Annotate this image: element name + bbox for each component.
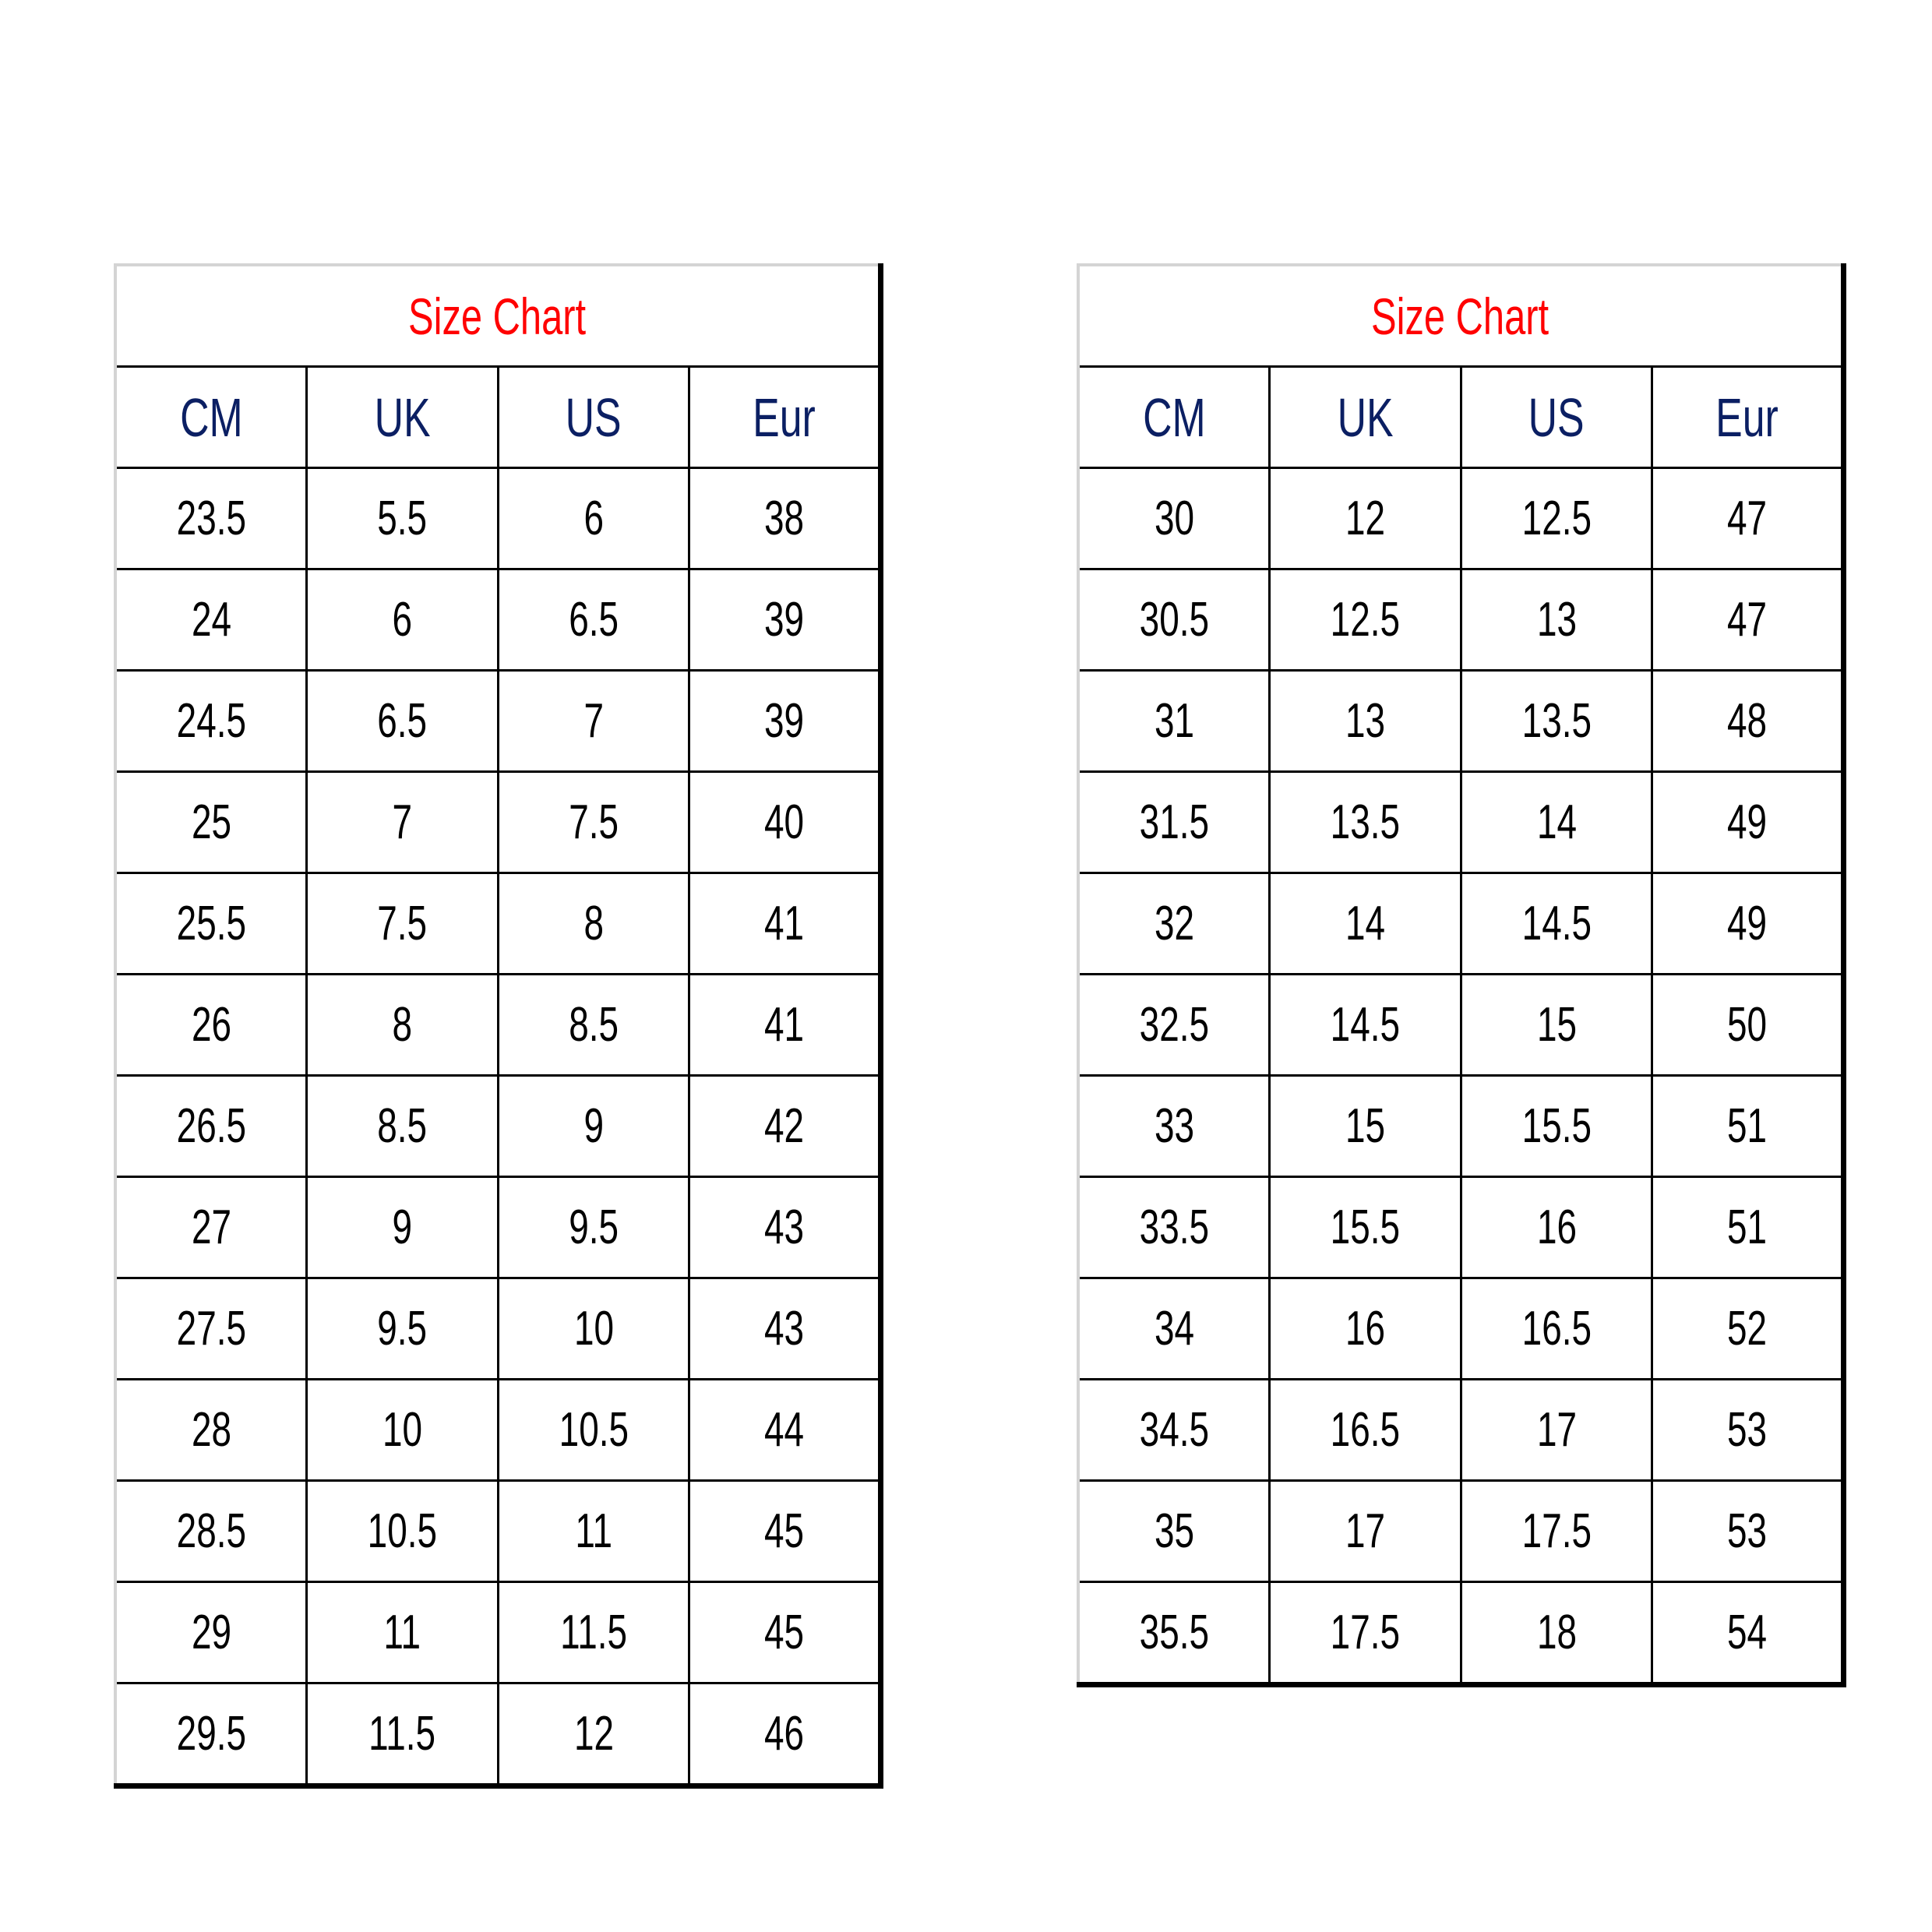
table-row bbox=[115, 1683, 881, 1786]
table-cell bbox=[498, 1582, 689, 1683]
table-cell bbox=[1652, 1481, 1844, 1582]
cell-value: 24 bbox=[191, 592, 231, 647]
cell-value: 25.5 bbox=[176, 896, 246, 950]
table-cell bbox=[307, 1582, 499, 1683]
cell-value: 32.5 bbox=[1139, 997, 1209, 1052]
cell-value: 11.5 bbox=[368, 1706, 436, 1761]
table-cell bbox=[689, 772, 881, 873]
cell-value: 9 bbox=[583, 1098, 604, 1153]
cell-value: 7.5 bbox=[377, 896, 428, 950]
table-cell bbox=[689, 1683, 881, 1786]
table-cell bbox=[115, 1582, 307, 1683]
title-row bbox=[115, 265, 881, 367]
table-cell bbox=[1270, 1582, 1461, 1685]
column-header-text: UK bbox=[374, 386, 431, 448]
table-cell bbox=[1270, 468, 1461, 569]
table-cell bbox=[115, 1380, 307, 1481]
table-cell bbox=[498, 1380, 689, 1481]
table-row bbox=[1078, 1481, 1844, 1582]
cell-value: 27.5 bbox=[176, 1301, 246, 1356]
cell-value: 8.5 bbox=[377, 1098, 428, 1153]
table-cell bbox=[115, 975, 307, 1076]
cell-value: 47 bbox=[1727, 491, 1768, 545]
cell-value: 43 bbox=[764, 1301, 805, 1356]
table-cell bbox=[1078, 468, 1270, 569]
table-cell bbox=[1270, 1278, 1461, 1380]
table-cell bbox=[689, 1076, 881, 1177]
column-header bbox=[1461, 367, 1652, 468]
table-row bbox=[115, 873, 881, 975]
table-cell bbox=[498, 468, 689, 569]
cell-value: 8 bbox=[392, 997, 413, 1052]
size-chart-table-left bbox=[114, 263, 883, 1789]
cell-value: 31 bbox=[1154, 693, 1194, 748]
cell-value: 15 bbox=[1345, 1098, 1385, 1153]
table-cell bbox=[1078, 569, 1270, 671]
table-cell bbox=[115, 1278, 307, 1380]
table-cell bbox=[1652, 1380, 1844, 1481]
table-cell bbox=[1078, 1076, 1270, 1177]
table-cell bbox=[689, 1582, 881, 1683]
table-cell bbox=[307, 1177, 499, 1278]
cell-value: 33 bbox=[1154, 1098, 1194, 1153]
table-row bbox=[115, 1380, 881, 1481]
cell-value: 48 bbox=[1727, 693, 1768, 748]
table-cell bbox=[115, 1481, 307, 1582]
cell-value: 16 bbox=[1345, 1301, 1385, 1356]
size-chart-title bbox=[1078, 265, 1844, 367]
cell-value: 30 bbox=[1154, 491, 1194, 545]
cell-value: 23.5 bbox=[176, 491, 246, 545]
cell-value: 15.5 bbox=[1330, 1200, 1401, 1254]
table-cell bbox=[1461, 1076, 1652, 1177]
table-cell bbox=[498, 1278, 689, 1380]
table-cell bbox=[1461, 468, 1652, 569]
cell-value: 33.5 bbox=[1139, 1200, 1209, 1254]
table-cell bbox=[498, 1076, 689, 1177]
table-row bbox=[115, 1582, 881, 1683]
cell-value: 9.5 bbox=[569, 1200, 619, 1254]
table-cell bbox=[307, 873, 499, 975]
table-row bbox=[115, 1177, 881, 1278]
table-row bbox=[115, 1481, 881, 1582]
column-header bbox=[307, 367, 499, 468]
table-cell bbox=[1078, 1582, 1270, 1685]
table-row bbox=[1078, 1380, 1844, 1481]
table-row bbox=[1078, 671, 1844, 772]
cell-value: 30.5 bbox=[1139, 592, 1209, 647]
table-cell bbox=[307, 1683, 499, 1786]
table-cell bbox=[1461, 1481, 1652, 1582]
cell-value: 15.5 bbox=[1521, 1098, 1592, 1153]
table-cell bbox=[307, 975, 499, 1076]
cell-value: 43 bbox=[764, 1200, 805, 1254]
cell-value: 51 bbox=[1727, 1200, 1768, 1254]
table-row bbox=[1078, 873, 1844, 975]
table-cell bbox=[498, 671, 689, 772]
table-cell bbox=[1078, 1481, 1270, 1582]
cell-value: 16.5 bbox=[1521, 1301, 1592, 1356]
cell-value: 12 bbox=[573, 1706, 614, 1761]
cell-value: 17.5 bbox=[1521, 1504, 1592, 1558]
cell-value: 46 bbox=[764, 1706, 805, 1761]
table-row bbox=[115, 1278, 881, 1380]
cell-value: 41 bbox=[764, 997, 805, 1052]
cell-value: 9.5 bbox=[377, 1301, 428, 1356]
cell-value: 6.5 bbox=[377, 693, 428, 748]
table-cell bbox=[498, 1481, 689, 1582]
table-cell bbox=[498, 772, 689, 873]
table-cell bbox=[1652, 873, 1844, 975]
cell-value: 40 bbox=[764, 795, 805, 849]
title-text: Size Chart bbox=[408, 287, 587, 345]
table-row bbox=[115, 671, 881, 772]
table-row bbox=[115, 772, 881, 873]
table-cell bbox=[689, 975, 881, 1076]
cell-value: 12.5 bbox=[1521, 491, 1592, 545]
table-cell bbox=[307, 468, 499, 569]
cell-value: 47 bbox=[1727, 592, 1768, 647]
table-cell bbox=[1652, 1177, 1844, 1278]
cell-value: 13.5 bbox=[1330, 795, 1401, 849]
cell-value: 6 bbox=[392, 592, 413, 647]
table-cell bbox=[689, 468, 881, 569]
column-header-text: US bbox=[1528, 386, 1585, 448]
table-row bbox=[1078, 1177, 1844, 1278]
cell-value: 13 bbox=[1345, 693, 1385, 748]
table-cell bbox=[115, 468, 307, 569]
cell-value: 13.5 bbox=[1521, 693, 1592, 748]
table-cell bbox=[498, 873, 689, 975]
cell-value: 10 bbox=[382, 1402, 422, 1457]
column-header-text: US bbox=[566, 386, 622, 448]
table-cell bbox=[115, 569, 307, 671]
table-cell bbox=[498, 1683, 689, 1786]
cell-value: 25 bbox=[191, 795, 231, 849]
cell-value: 9 bbox=[392, 1200, 413, 1254]
table-cell bbox=[1270, 873, 1461, 975]
table-cell bbox=[1652, 1278, 1844, 1380]
cell-value: 17.5 bbox=[1330, 1605, 1401, 1659]
table-cell bbox=[307, 1278, 499, 1380]
cell-value: 35.5 bbox=[1139, 1605, 1209, 1659]
table-cell bbox=[1652, 772, 1844, 873]
cell-value: 35 bbox=[1154, 1504, 1194, 1558]
cell-value: 6 bbox=[583, 491, 604, 545]
table-cell bbox=[307, 772, 499, 873]
table-cell bbox=[115, 1683, 307, 1786]
table-cell bbox=[115, 1177, 307, 1278]
cell-value: 17 bbox=[1345, 1504, 1385, 1558]
table-cell bbox=[1270, 1177, 1461, 1278]
column-header-text: Eur bbox=[1715, 386, 1779, 448]
column-header bbox=[115, 367, 307, 468]
cell-value: 5.5 bbox=[377, 491, 428, 545]
cell-value: 10.5 bbox=[367, 1504, 438, 1558]
table-cell bbox=[498, 569, 689, 671]
cell-value: 10 bbox=[573, 1301, 614, 1356]
table-cell bbox=[115, 1076, 307, 1177]
cell-value: 39 bbox=[764, 592, 805, 647]
column-header-text: CM bbox=[1142, 386, 1206, 448]
table-row bbox=[1078, 569, 1844, 671]
column-header bbox=[689, 367, 881, 468]
cell-value: 29 bbox=[191, 1605, 231, 1659]
cell-value: 24.5 bbox=[176, 693, 246, 748]
cell-value: 11 bbox=[575, 1504, 612, 1558]
table-cell bbox=[307, 1076, 499, 1177]
cell-value: 26.5 bbox=[176, 1098, 246, 1153]
cell-value: 34.5 bbox=[1139, 1402, 1209, 1457]
cell-value: 14.5 bbox=[1521, 896, 1592, 950]
table-cell bbox=[1078, 1380, 1270, 1481]
table-cell bbox=[1270, 671, 1461, 772]
column-header bbox=[498, 367, 689, 468]
table-cell bbox=[1652, 671, 1844, 772]
header-row bbox=[115, 367, 881, 468]
cell-value: 26 bbox=[191, 997, 231, 1052]
column-header bbox=[1270, 367, 1461, 468]
table-cell bbox=[689, 1481, 881, 1582]
table-cell bbox=[1270, 772, 1461, 873]
table-cell bbox=[1078, 975, 1270, 1076]
cell-value: 16 bbox=[1536, 1200, 1577, 1254]
cell-value: 17 bbox=[1536, 1402, 1577, 1457]
column-header-text: CM bbox=[179, 386, 243, 448]
cell-value: 7 bbox=[583, 693, 604, 748]
column-header-text: Eur bbox=[753, 386, 816, 448]
table-row bbox=[115, 975, 881, 1076]
table-cell bbox=[1270, 569, 1461, 671]
cell-value: 7 bbox=[392, 795, 413, 849]
size-chart-title bbox=[115, 265, 881, 367]
table-cell bbox=[1461, 1380, 1652, 1481]
table-cell bbox=[1270, 1076, 1461, 1177]
table-row bbox=[1078, 1076, 1844, 1177]
table-cell bbox=[307, 671, 499, 772]
table-cell bbox=[1461, 873, 1652, 975]
cell-value: 12.5 bbox=[1330, 592, 1401, 647]
cell-value: 8.5 bbox=[569, 997, 619, 1052]
table-cell bbox=[115, 873, 307, 975]
cell-value: 38 bbox=[764, 491, 805, 545]
cell-value: 27 bbox=[191, 1200, 231, 1254]
table-cell bbox=[307, 569, 499, 671]
cell-value: 16.5 bbox=[1330, 1402, 1401, 1457]
table-cell bbox=[1461, 671, 1652, 772]
cell-value: 53 bbox=[1727, 1402, 1768, 1457]
table-cell bbox=[1652, 975, 1844, 1076]
table-cell bbox=[1461, 569, 1652, 671]
table-cell bbox=[115, 772, 307, 873]
cell-value: 7.5 bbox=[569, 795, 619, 849]
cell-value: 45 bbox=[764, 1504, 805, 1558]
table-cell bbox=[1461, 1582, 1652, 1685]
table-cell bbox=[1078, 772, 1270, 873]
cell-value: 11.5 bbox=[560, 1605, 628, 1659]
header-row bbox=[1078, 367, 1844, 468]
table-cell bbox=[689, 1380, 881, 1481]
cell-value: 28.5 bbox=[176, 1504, 246, 1558]
table-cell bbox=[498, 1177, 689, 1278]
cell-value: 50 bbox=[1727, 997, 1768, 1052]
table-cell bbox=[689, 671, 881, 772]
column-header bbox=[1652, 367, 1844, 468]
cell-value: 54 bbox=[1727, 1605, 1768, 1659]
table-row bbox=[1078, 772, 1844, 873]
cell-value: 8 bbox=[583, 896, 604, 950]
cell-value: 29.5 bbox=[176, 1706, 246, 1761]
table-cell bbox=[1652, 1582, 1844, 1685]
column-header-text: UK bbox=[1337, 386, 1394, 448]
cell-value: 14 bbox=[1345, 896, 1385, 950]
title-row bbox=[1078, 265, 1844, 367]
cell-value: 34 bbox=[1154, 1301, 1194, 1356]
cell-value: 14.5 bbox=[1330, 997, 1401, 1052]
table-cell bbox=[689, 569, 881, 671]
table-cell bbox=[1461, 772, 1652, 873]
table-cell bbox=[1652, 569, 1844, 671]
table-row bbox=[115, 468, 881, 569]
cell-value: 12 bbox=[1345, 491, 1385, 545]
column-header bbox=[1078, 367, 1270, 468]
table-cell bbox=[1652, 468, 1844, 569]
cell-value: 14 bbox=[1536, 795, 1577, 849]
table-cell bbox=[115, 671, 307, 772]
table-row bbox=[115, 569, 881, 671]
table-cell bbox=[1270, 975, 1461, 1076]
cell-value: 31.5 bbox=[1139, 795, 1209, 849]
table-cell bbox=[498, 975, 689, 1076]
cell-value: 49 bbox=[1727, 896, 1768, 950]
title-text: Size Chart bbox=[1371, 287, 1549, 345]
table-cell bbox=[1078, 671, 1270, 772]
cell-value: 13 bbox=[1536, 592, 1577, 647]
cell-value: 39 bbox=[764, 693, 805, 748]
cell-value: 42 bbox=[764, 1098, 805, 1153]
cell-value: 18 bbox=[1536, 1605, 1577, 1659]
cell-value: 44 bbox=[764, 1402, 805, 1457]
cell-value: 15 bbox=[1536, 997, 1577, 1052]
cell-value: 45 bbox=[764, 1605, 805, 1659]
table-cell bbox=[1652, 1076, 1844, 1177]
cell-value: 51 bbox=[1727, 1098, 1768, 1153]
table-cell bbox=[1078, 1177, 1270, 1278]
cell-value: 6.5 bbox=[569, 592, 619, 647]
table-row bbox=[1078, 1582, 1844, 1685]
table-cell bbox=[1078, 1278, 1270, 1380]
table-row bbox=[1078, 975, 1844, 1076]
cell-value: 32 bbox=[1154, 896, 1194, 950]
table-row bbox=[115, 1076, 881, 1177]
cell-value: 11 bbox=[383, 1605, 421, 1659]
cell-value: 49 bbox=[1727, 795, 1768, 849]
table-cell bbox=[307, 1481, 499, 1582]
table-cell bbox=[1461, 975, 1652, 1076]
table-cell bbox=[1270, 1481, 1461, 1582]
table-cell bbox=[689, 1177, 881, 1278]
cell-value: 28 bbox=[191, 1402, 231, 1457]
table-row bbox=[1078, 1278, 1844, 1380]
table-cell bbox=[1461, 1278, 1652, 1380]
table-cell bbox=[689, 873, 881, 975]
size-chart-table-right bbox=[1077, 263, 1846, 1687]
cell-value: 53 bbox=[1727, 1504, 1768, 1558]
table-cell bbox=[1078, 873, 1270, 975]
table-cell bbox=[1270, 1380, 1461, 1481]
cell-value: 52 bbox=[1727, 1301, 1768, 1356]
table-cell bbox=[1461, 1177, 1652, 1278]
cell-value: 41 bbox=[764, 896, 805, 950]
table-row bbox=[1078, 468, 1844, 569]
cell-value: 10.5 bbox=[559, 1402, 629, 1457]
table-cell bbox=[689, 1278, 881, 1380]
table-cell bbox=[307, 1380, 499, 1481]
